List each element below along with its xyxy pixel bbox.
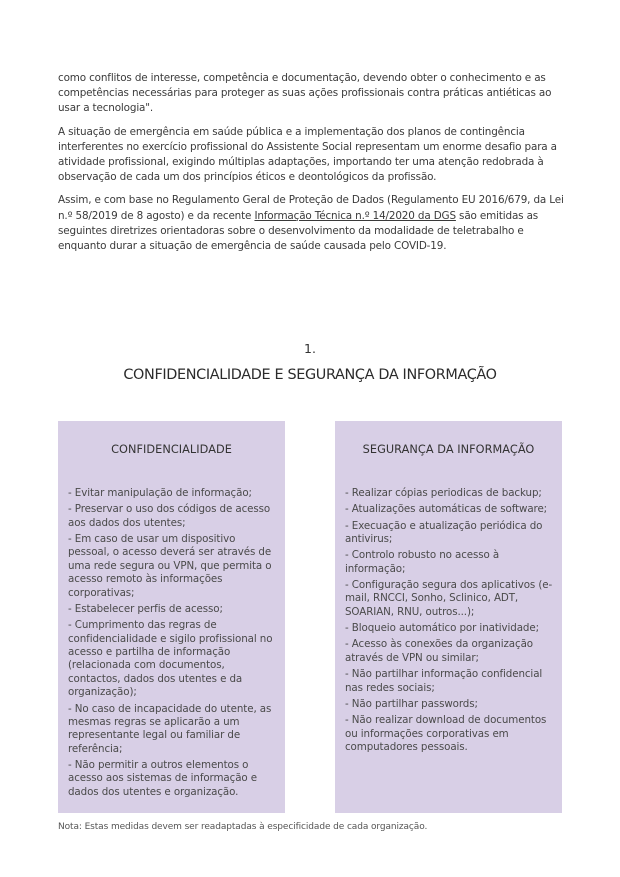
list-item: - Preservar o uso dos códigos de acesso aos dados dos utentes; <box>68 503 271 529</box>
intro-paragraph-3 <box>58 193 566 254</box>
confidentiality-list <box>68 487 277 802</box>
intro-paragraph-3-end: são emitidas as seguintes diretrizes orientadoras sobre o desenvolvimento da modalidade de teletrabalho e enquanto durar a situação de emergência de saúde causada pelo COVID-19. <box>58 209 539 253</box>
list-item: - Execuação e atualização periódica do antivirus; <box>345 519 543 545</box>
dgs-technical-info-link[interactable]: Informação Técnica n.º 14/2020 da DGS <box>254 209 456 222</box>
list-item: - Controlo robusto no acesso à informação; <box>345 549 500 575</box>
information-security-list <box>345 487 554 757</box>
information-security-box-title: SEGURANÇA DA INFORMAÇÃO <box>362 443 535 456</box>
list-item: - Não permitir a outros elementos o acesso aos sistemas de informação e dados dos utentes e organização. <box>68 759 258 798</box>
list-item: - Configuração segura dos aplicativos (e-mail, RNCCI, Sonho, Sclinico, ADT, SOARIAN, RNU, outros...); <box>345 579 553 618</box>
list-item: - Não realizar download de documentos ou informações corporativas em computadores pessoais. <box>345 714 547 753</box>
list-item: - Bloqueio automático por inatividade; <box>345 622 539 635</box>
section-title: CONFIDENCIALIDADE E SEGURANÇA DA INFORMAÇÃO <box>123 367 497 383</box>
list-item: - Atualizações automáticas de software; <box>345 503 548 516</box>
list-item: - Cumprimento das regras de confidencialidade e sigilo profissional no acesso e partilha de informação (relacionada com documentos, contactos, dados dos utentes e da organização); <box>68 619 273 699</box>
list-item: - Estabelecer perfis de acesso; <box>68 602 223 615</box>
footnote: Nota: Estas medidas devem ser readaptadas à especificidade de cada organização. <box>58 822 428 832</box>
section-number: 1. <box>304 341 316 356</box>
intro-paragraph-1: como conflitos de interesse, competência e documentação, devendo obter o conhecimento e as competências necessárias para proteger as suas ações profissionais contra práticas antiéticas ao usar a tecnologia". <box>58 72 552 115</box>
list-item: - Realizar cópias periodicas de backup; <box>345 487 542 499</box>
list-item: - No caso de incapacidade do utente, as mesmas regras se aplicarão a um representante legal ou familiar de referência; <box>68 702 272 755</box>
list-item: - Em caso de usar um dispositivo pessoal, o acesso deverá ser através de uma rede segura ou VPN, que permita o acesso remoto às informações corporativas; <box>68 533 272 599</box>
confidentiality-box <box>58 421 285 813</box>
intro-text <box>58 71 566 262</box>
list-item: - Não partilhar passwords; <box>345 697 478 710</box>
list-item: - Acesso às conexões da organização através de VPN ou similar; <box>345 638 533 664</box>
intro-paragraph-3-start: Assim, e com base no Regulamento Geral de Proteção de Dados (Regulamento EU 2016/679, da Lei n.º 58/2019 de 8 agosto) e da recente <box>58 194 564 222</box>
list-item: - Não partilhar informação confidencial nas redes sociais; <box>345 668 543 694</box>
confidentiality-box-title: CONFIDENCIALIDADE <box>111 443 232 456</box>
intro-paragraph-2: A situação de emergência em saúde pública e a implementação dos planos de contingência interferentes no exercício profissional do Assistente Social representam um enorme desafio para a atividade profissional, exigindo múltiplas adaptações, importando ter uma atenção redobrada à observação de cada um dos princípios éticos e deontológicos da profissão. <box>58 125 557 184</box>
list-item: - Evitar manipulação de informação; <box>68 487 252 499</box>
information-security-box <box>335 421 562 813</box>
